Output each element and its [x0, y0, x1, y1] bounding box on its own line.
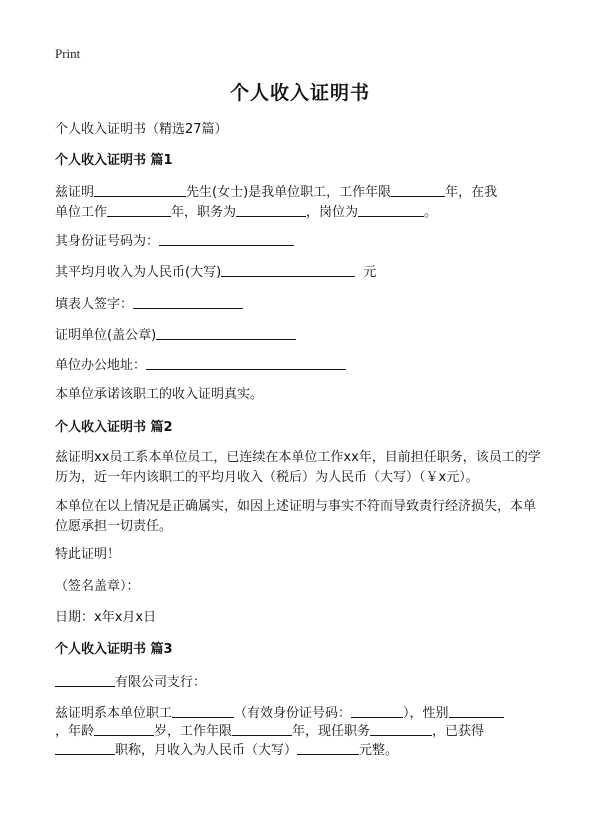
id-number-blank: [159, 231, 294, 246]
name-blank: [94, 182, 186, 197]
special-proof: 特此证明！: [55, 547, 121, 562]
page-title: 个人收入证明书: [229, 82, 370, 104]
section-3-heading: 个人收入证明书 篇3: [55, 642, 173, 657]
signature-label: （签名盖章）：: [55, 579, 140, 594]
address-line: 单位办公地址：: [55, 355, 547, 376]
age-blank: [94, 721, 154, 736]
employee-name-blank: [172, 703, 234, 718]
section-3-line-2: ，年龄 岁，工作年限 年，现任职务 ，已获得: [55, 721, 547, 742]
id-blank: [351, 703, 403, 718]
gender-blank: [449, 703, 504, 718]
section-2-body: 兹证明xx员工系本单位员工，已连续在本单位工作xx年，目前担任职务，该员工的学历为，近一年内该职工的平均月收入（税后）为人民币（大写）（￥x元）。: [55, 450, 541, 485]
branch-line: 有限公司支行：: [55, 672, 547, 693]
id-number-line: 其身份证号码为：: [55, 231, 547, 252]
work-years-blank: [391, 182, 445, 197]
section-3-line-1: 兹证明系本单位职工 （有效身份证号码： ），性别: [55, 703, 547, 724]
section-1-line-1: 兹证明 先生(女士)是我单位职工，工作年限 年，在我: [55, 182, 547, 203]
position-blank: [358, 202, 424, 217]
section-1-heading: 个人收入证明书 篇1: [55, 153, 173, 168]
print-link[interactable]: Print: [55, 46, 81, 61]
promise-text: 本单位承诺该职工的收入证明真实。: [55, 387, 264, 402]
unit-blank: [156, 325, 296, 340]
duty-blank: [370, 721, 432, 736]
address-blank: [146, 355, 346, 370]
date-text: 日期：x年x月x日: [55, 610, 157, 625]
section-1-line-2: 单位工作 年，职务为 ，岗位为 。: [55, 202, 547, 223]
section-2-heading: 个人收入证明书 篇2: [55, 420, 173, 435]
rank-blank: [55, 740, 115, 755]
unit-line: 证明单位(盖公章): [55, 325, 547, 346]
monthly-income-blank: [297, 740, 359, 755]
income-blank: [221, 262, 355, 277]
signer-line: 填表人签字：: [55, 294, 547, 315]
unit-years-blank: [107, 202, 171, 217]
title-blank: [236, 202, 306, 217]
section-3-line-3: 职称，月收入为人民币（大写） 元整。: [55, 740, 547, 761]
signer-blank: [133, 294, 243, 309]
subtitle: 个人收入证明书（精选27篇）: [55, 122, 228, 137]
company-blank: [55, 672, 115, 687]
years-blank: [232, 721, 292, 736]
section-2-body-2: 本单位在以上情况是正确属实，如因上述证明与事实不符而导致责行经济损失，本单位愿承担一切责任。: [55, 499, 537, 534]
income-line: 其平均月收入为人民币(大写) 元: [55, 262, 547, 283]
